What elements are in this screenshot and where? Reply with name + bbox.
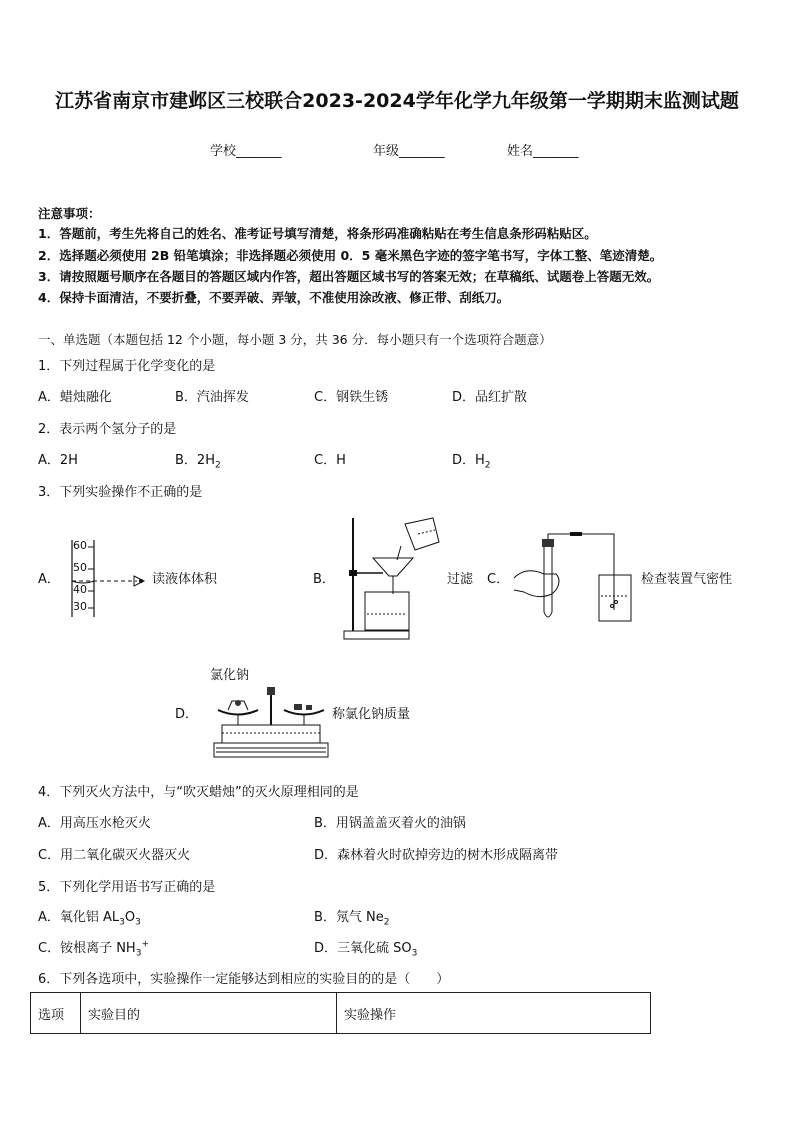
q6-table (30, 992, 651, 1034)
scale-tick-label: 40 (73, 583, 87, 596)
q1-option-d: D．品红扩散 (452, 390, 528, 405)
scale-tick-label: 60 (73, 539, 87, 552)
q2-option-b: B．$2H_2$ (175, 453, 221, 471)
q5-option-d: D．三氧化硫 $SO_3$ (314, 941, 418, 959)
q3-option-d-label: D． (175, 707, 199, 722)
q3-option-b-label: B． (313, 572, 335, 587)
q2-stem: 2．表示两个氢分子的是 (38, 422, 177, 437)
q3-option-a-caption: 读液体体积 (152, 572, 218, 587)
notice-item: 2．选择题必须使用 2B 铅笔填涂；非选择题必须使用 0．5 毫米黑色字迹的签字笔书写，字体工整、笔迹清楚。 (38, 248, 663, 263)
q4-option-d: D．森林着火时砍掉旁边的树木形成隔离带 (314, 848, 559, 863)
filtration-figure (335, 516, 450, 642)
table-header-operation: 实验操作 (337, 993, 651, 1034)
table-header-purpose: 实验目的 (81, 993, 337, 1034)
q2-option-a: A．2H (38, 453, 78, 468)
name-field: 姓名_______ (507, 144, 579, 159)
q1-option-a: A．蜡烛融化 (38, 390, 112, 405)
q1-stem: 1．下列过程属于化学变化的是 (38, 359, 216, 374)
airtightness-figure (512, 530, 642, 625)
table-header-option: 选项 (31, 993, 81, 1034)
q2-option-c: C．H (314, 453, 346, 468)
q3-option-d-top-label: 氯化钠 (210, 668, 250, 683)
table-row (31, 993, 651, 1034)
q6-stem: 6．下列各选项中，实验操作一定能够达到相应的实验目的的是（ ） (38, 972, 450, 987)
q3-option-d-caption: 称氯化钠质量 (332, 707, 411, 722)
q4-option-c: C．用二氧化碳灭火器灭火 (38, 848, 191, 863)
q3-option-c-label: C． (487, 572, 510, 587)
q5-option-b: B．氖气 $Ne_2$ (314, 910, 390, 928)
q1-option-b: B．汽油挥发 (175, 390, 249, 405)
q1-option-c: C．钢铁生锈 (314, 390, 389, 405)
notice-heading: 注意事项： (38, 206, 101, 221)
q3-option-c-caption: 检查装置气密性 (641, 572, 733, 587)
grade-field: 年级_______ (373, 144, 445, 159)
q2-option-d: D．$H_2$ (452, 453, 491, 471)
balance-figure (210, 683, 332, 761)
notice-item: 1．答题前，考生先将自己的姓名、准考证号填写清楚，将条形码准确粘贴在考生信息条形码粘贴区。 (38, 226, 597, 241)
notice-item: 3．请按照题号顺序在各题目的答题区域内作答，超出答题区域书写的答案无效；在草稿纸、试题卷上答题无效。 (38, 269, 660, 284)
school-field: 学校_______ (210, 144, 282, 159)
q4-option-a: A．用高压水枪灭火 (38, 816, 151, 831)
q3-option-a-label: A． (38, 572, 60, 587)
q3-option-b-caption: 过滤 (447, 572, 474, 587)
section-heading: 一、单选题（本题包括 12 个小题，每小题 3 分，共 36 分．每小题只有一个选项符合题意） (38, 332, 552, 347)
scale-tick-label: 50 (73, 561, 87, 574)
q4-stem: 4．下列灭火方法中，与“吹灭蜡烛”的灭火原理相同的是 (38, 785, 359, 800)
q5-option-a: A．氧化铝 $AL_3O_3$ (38, 910, 141, 928)
q5-option-c: C．铵根离子 $NH_3^+$ (38, 939, 149, 959)
scale-tick-label: 30 (73, 600, 87, 613)
q4-option-b: B．用锅盖盖灭着火的油锅 (314, 816, 466, 831)
notice-item: 4．保持卡面清洁，不要折叠，不要弄破、弄皱，不准使用涂改液、修正带、刮纸刀。 (38, 290, 510, 305)
q3-stem: 3．下列实验操作不正确的是 (38, 485, 203, 500)
page-title: 江苏省南京市建邺区三校联合2023-2024学年化学九年级第一学期期末监测试题 (55, 90, 739, 112)
q5-stem: 5．下列化学用语书写正确的是 (38, 880, 216, 895)
